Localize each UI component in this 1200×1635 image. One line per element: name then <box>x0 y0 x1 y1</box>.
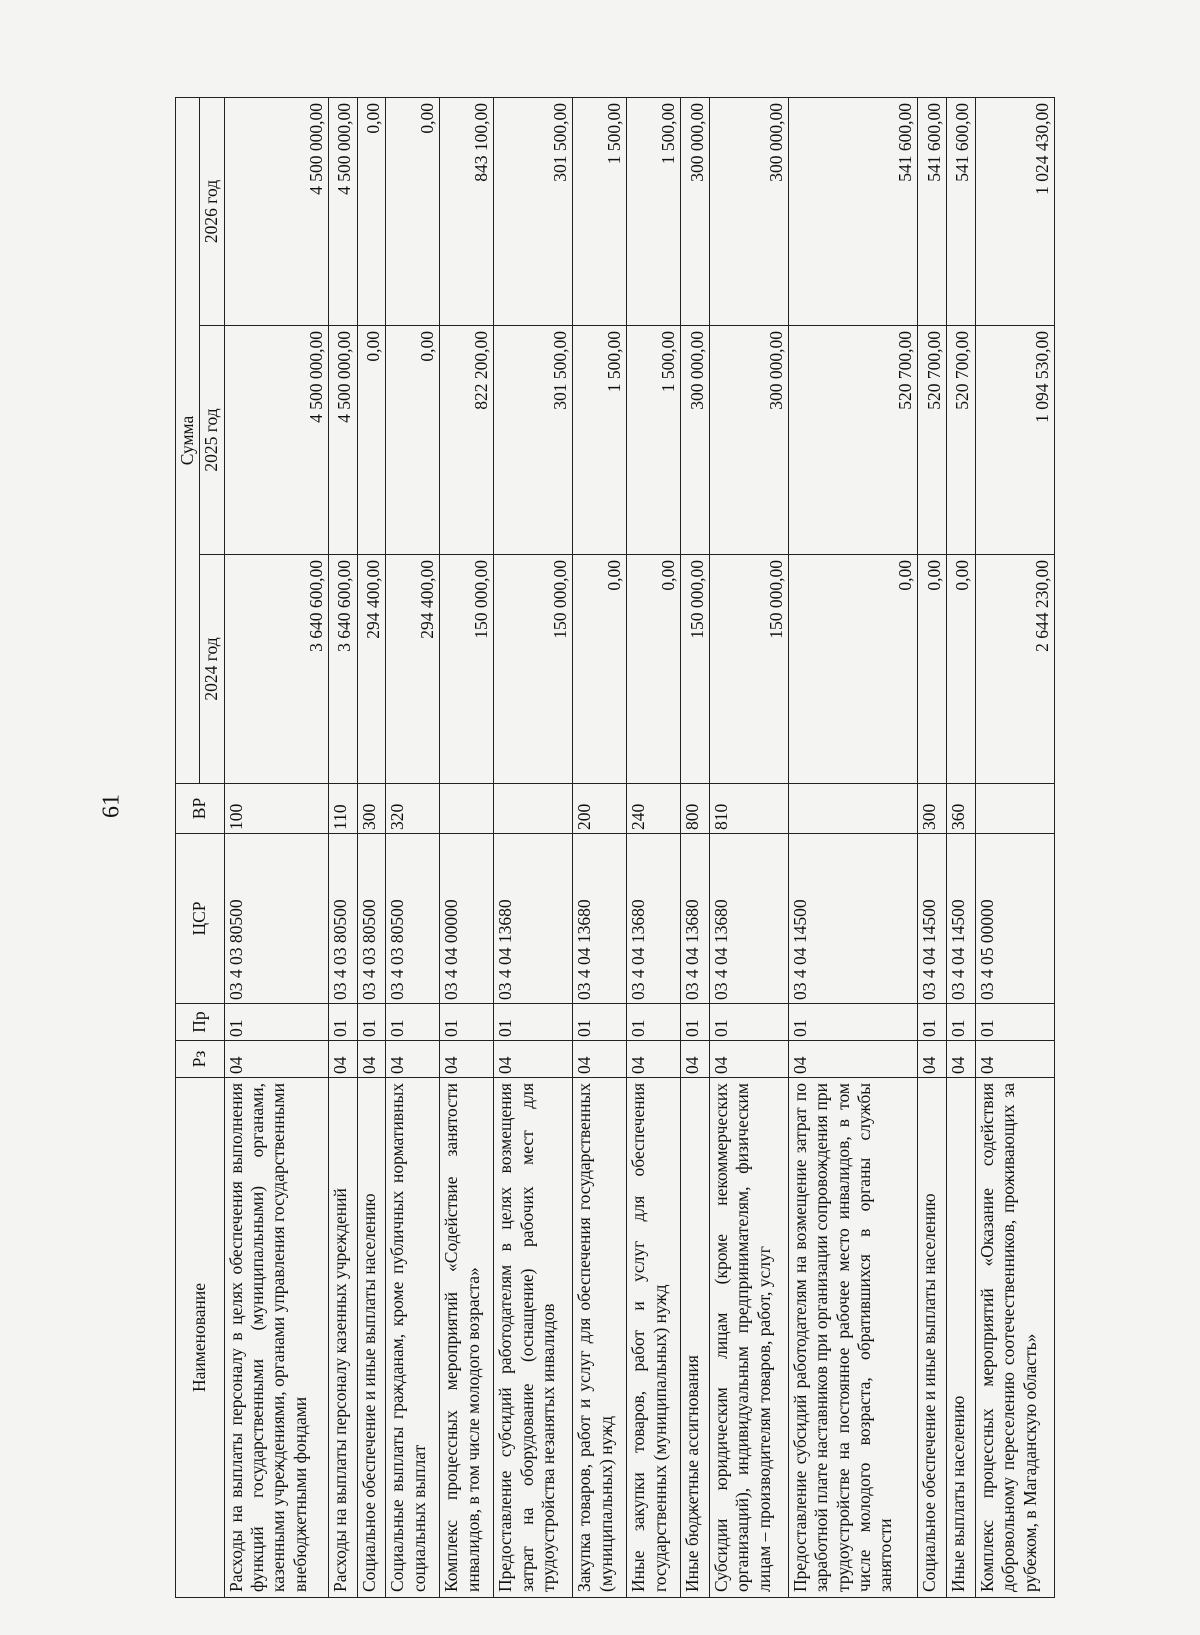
cell-csr: 03 4 04 13680 <box>681 834 710 1004</box>
cell-2026: 1 500,00 <box>573 98 627 326</box>
header-name: Наименование <box>176 1078 225 1598</box>
cell-rz: 04 <box>224 1041 328 1078</box>
header-pr: Пр <box>176 1004 225 1041</box>
cell-vr: 800 <box>681 784 710 834</box>
cell-vr: 300 <box>357 784 386 834</box>
cell-pr: 01 <box>328 1004 357 1041</box>
cell-csr: 03 4 04 13680 <box>494 834 573 1004</box>
page-number: 61 <box>98 794 125 818</box>
cell-2024: 0,00 <box>918 555 947 784</box>
cell-rz: 04 <box>788 1041 917 1078</box>
cell-vr <box>494 784 573 834</box>
cell-vr: 320 <box>386 784 440 834</box>
table-row <box>224 98 328 1598</box>
cell-vr: 360 <box>947 784 976 834</box>
cell-2025: 520 700,00 <box>947 326 976 555</box>
cell-pr: 01 <box>494 1004 573 1041</box>
cell-rz: 04 <box>627 1041 681 1078</box>
cell-2026: 1 500,00 <box>627 98 681 326</box>
cell-2026: 541 600,00 <box>788 98 917 326</box>
table-row <box>328 98 357 1598</box>
cell-2025: 1 500,00 <box>573 326 627 555</box>
cell-2024: 0,00 <box>947 555 976 784</box>
cell-2025: 4 500 000,00 <box>224 326 328 555</box>
cell-vr <box>788 784 917 834</box>
cell-rz: 04 <box>573 1041 627 1078</box>
cell-pr: 01 <box>573 1004 627 1041</box>
cell-name: Социальное обеспечение и иные выплаты населению <box>357 1078 386 1598</box>
cell-vr <box>440 784 494 834</box>
cell-csr: 03 4 04 14500 <box>918 834 947 1004</box>
cell-2025: 4 500 000,00 <box>328 326 357 555</box>
table-row <box>573 98 627 1598</box>
cell-csr: 03 4 04 13680 <box>627 834 681 1004</box>
cell-name: Иные закупки товаров, работ и услуг для обеспечения государственных (муниципальных) нужд <box>627 1078 681 1598</box>
table-row <box>440 98 494 1598</box>
cell-2025: 300 000,00 <box>709 326 788 555</box>
cell-vr: 810 <box>709 784 788 834</box>
cell-name: Расходы на выплаты персоналу казенных учреждений <box>328 1078 357 1598</box>
cell-pr: 01 <box>357 1004 386 1041</box>
cell-2025: 520 700,00 <box>918 326 947 555</box>
header-csr: ЦСР <box>176 834 225 1004</box>
cell-rz: 04 <box>440 1041 494 1078</box>
header-2025: 2025 год <box>200 326 224 555</box>
cell-rz: 04 <box>709 1041 788 1078</box>
table-row <box>947 98 976 1598</box>
cell-2024: 3 640 600,00 <box>224 555 328 784</box>
cell-pr: 01 <box>709 1004 788 1041</box>
cell-2026: 300 000,00 <box>709 98 788 326</box>
cell-csr: 03 4 04 13680 <box>709 834 788 1004</box>
cell-vr <box>975 784 1054 834</box>
cell-csr: 03 4 04 14500 <box>947 834 976 1004</box>
cell-2024: 150 000,00 <box>494 555 573 784</box>
cell-vr: 110 <box>328 784 357 834</box>
cell-name: Комплекс процессных мероприятий «Оказание содействия добровольному переселению соотечественников, проживающих за рубежом, в Магаданскую область» <box>975 1078 1054 1598</box>
table-row <box>681 98 710 1598</box>
cell-vr: 200 <box>573 784 627 834</box>
cell-rz: 04 <box>918 1041 947 1078</box>
cell-2026: 301 500,00 <box>494 98 573 326</box>
cell-csr: 03 4 04 00000 <box>440 834 494 1004</box>
cell-pr: 01 <box>386 1004 440 1041</box>
cell-csr: 03 4 03 80500 <box>386 834 440 1004</box>
cell-name: Социальное обеспечение и иные выплаты населению <box>918 1078 947 1598</box>
budget-table <box>175 97 1055 1598</box>
cell-name: Иные бюджетные ассигнования <box>681 1078 710 1598</box>
cell-2026: 300 000,00 <box>681 98 710 326</box>
cell-csr: 03 4 03 80500 <box>224 834 328 1004</box>
cell-name: Комплекс процессных мероприятий «Содействие занятости инвалидов, в том числе молодого возраста» <box>440 1078 494 1598</box>
cell-pr: 01 <box>788 1004 917 1041</box>
cell-2026: 541 600,00 <box>918 98 947 326</box>
cell-rz: 04 <box>328 1041 357 1078</box>
cell-2026: 0,00 <box>357 98 386 326</box>
cell-vr: 100 <box>224 784 328 834</box>
cell-pr: 01 <box>681 1004 710 1041</box>
cell-2024: 2 644 230,00 <box>975 555 1054 784</box>
table-row <box>357 98 386 1598</box>
cell-csr: 03 4 04 14500 <box>788 834 917 1004</box>
cell-2025: 1 094 530,00 <box>975 326 1054 555</box>
cell-2024: 150 000,00 <box>681 555 710 784</box>
cell-2025: 822 200,00 <box>440 326 494 555</box>
cell-name: Социальные выплаты гражданам, кроме публичных нормативных социальных выплат <box>386 1078 440 1598</box>
cell-2026: 541 600,00 <box>947 98 976 326</box>
cell-2026: 4 500 000,00 <box>224 98 328 326</box>
cell-2026: 1 024 430,00 <box>975 98 1054 326</box>
cell-name: Субсидии юридическим лицам (кроме некоммерческих организаций), индивидуальным предпринимателям, физическим лицам – производителям товаров, работ, услуг <box>709 1078 788 1598</box>
cell-name: Предоставление субсидий работодателям в целях возмещения затрат на оборудование (оснащение) рабочих мест для трудоустройства незанятых инвалидов <box>494 1078 573 1598</box>
cell-csr: 03 4 05 00000 <box>975 834 1054 1004</box>
cell-name: Предоставление субсидий работодателям на возмещение затрат по заработной плате наставников при организации сопровождения при трудоустройстве на постоянное рабочее место инвалидов, в том числе молодого возраста, обратившихся в органы службы занятости <box>788 1078 917 1598</box>
header-sum: Сумма <box>176 98 200 784</box>
header-vr: ВР <box>176 784 225 834</box>
cell-name: Закупка товаров, работ и услуг для обеспечения государственных (муниципальных) нужд <box>573 1078 627 1598</box>
cell-rz: 04 <box>386 1041 440 1078</box>
cell-2024: 150 000,00 <box>440 555 494 784</box>
cell-2024: 0,00 <box>788 555 917 784</box>
cell-2025: 0,00 <box>386 326 440 555</box>
cell-pr: 01 <box>918 1004 947 1041</box>
cell-rz: 04 <box>357 1041 386 1078</box>
table-row <box>627 98 681 1598</box>
cell-vr: 300 <box>918 784 947 834</box>
cell-2026: 843 100,00 <box>440 98 494 326</box>
table-row <box>975 98 1054 1598</box>
cell-2024: 0,00 <box>573 555 627 784</box>
cell-csr: 03 4 03 80500 <box>357 834 386 1004</box>
cell-2024: 294 400,00 <box>386 555 440 784</box>
cell-2026: 4 500 000,00 <box>328 98 357 326</box>
cell-2024: 3 640 600,00 <box>328 555 357 784</box>
cell-2024: 294 400,00 <box>357 555 386 784</box>
table-row <box>386 98 440 1598</box>
cell-pr: 01 <box>224 1004 328 1041</box>
table-row <box>494 98 573 1598</box>
cell-pr: 01 <box>975 1004 1054 1041</box>
header-rz: Рз <box>176 1041 225 1078</box>
cell-rz: 04 <box>975 1041 1054 1078</box>
table-row <box>788 98 917 1598</box>
cell-pr: 01 <box>440 1004 494 1041</box>
cell-pr: 01 <box>627 1004 681 1041</box>
cell-2025: 520 700,00 <box>788 326 917 555</box>
cell-name: Иные выплаты населению <box>947 1078 976 1598</box>
cell-rz: 04 <box>947 1041 976 1078</box>
cell-vr: 240 <box>627 784 681 834</box>
table-row <box>918 98 947 1598</box>
cell-2024: 150 000,00 <box>709 555 788 784</box>
cell-rz: 04 <box>494 1041 573 1078</box>
cell-2025: 1 500,00 <box>627 326 681 555</box>
cell-2025: 300 000,00 <box>681 326 710 555</box>
cell-2025: 301 500,00 <box>494 326 573 555</box>
cell-csr: 03 4 04 13680 <box>573 834 627 1004</box>
header-2024: 2024 год <box>200 555 224 784</box>
cell-rz: 04 <box>681 1041 710 1078</box>
header-2026: 2026 год <box>200 98 224 326</box>
cell-2024: 0,00 <box>627 555 681 784</box>
cell-name: Расходы на выплаты персоналу в целях обеспечения выполнения функций государственными (муниципальными) органами, казенными учреждениями, органами управления государственными внебюджетными фондами <box>224 1078 328 1598</box>
cell-2026: 0,00 <box>386 98 440 326</box>
cell-2025: 0,00 <box>357 326 386 555</box>
cell-pr: 01 <box>947 1004 976 1041</box>
header-row <box>176 98 200 1598</box>
table-row <box>709 98 788 1598</box>
cell-csr: 03 4 03 80500 <box>328 834 357 1004</box>
rotated-table-wrapper <box>175 98 1055 1598</box>
